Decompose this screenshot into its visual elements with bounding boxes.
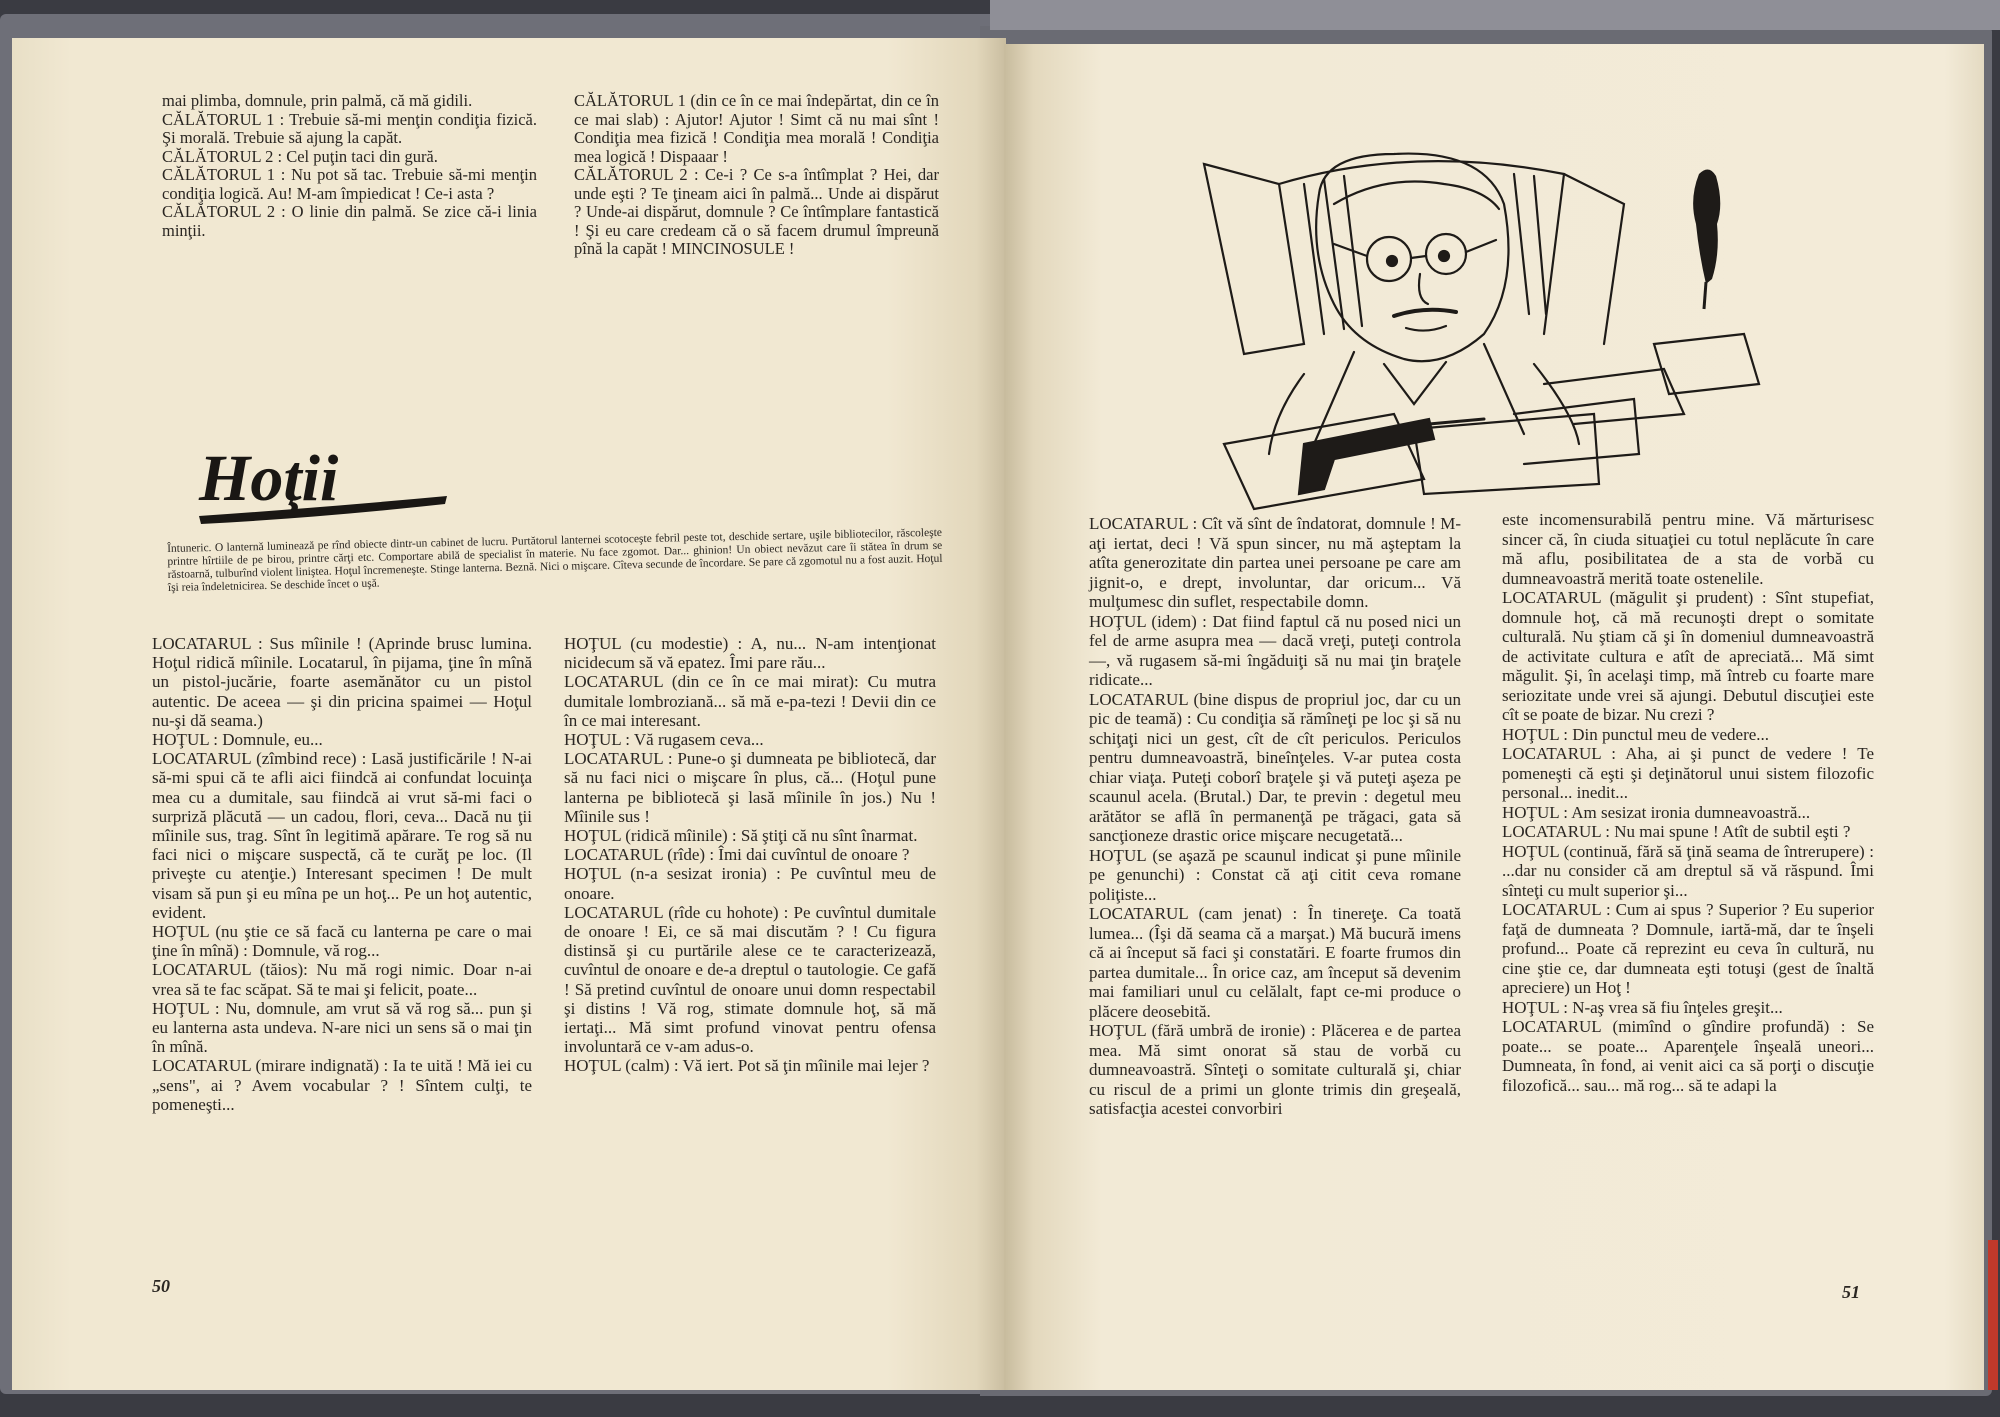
- page-number-right: 51: [1842, 1282, 1860, 1302]
- bookmark-edge: [1988, 1240, 1998, 1390]
- page-number-left: 50: [152, 1276, 170, 1296]
- dialogue-column-right-page-right: este incomensurabilă pentru mine. Vă mărturisesc sincer că, în ciuda situaţiei cu totul neplăcute în care mă aflu, posibilitatea de a sta de vorbă cu dumneavoastră merită toate ostenelile. LOCATARUL (măgulit şi prudent) : Sînt stupefiat, domnule hoţ, că mă recunoşti drept o somitate culturală. Nu ştiam că şi în domeniul dumneavoastră de activitate cultura e atît de apreciată... Mă simt măgulit. Şi, în acelaşi timp, mă întreb cu foarte mare seriozitate unde vrei să ajungi. Debutul discuţiei este cît se poate de bizar. Nu crezi ? HOŢUL : Din punctul meu de vedere... LOCATARUL : Aha, ai şi punct de vedere ! Te pomeneşti că eşti şi deţinătorul unui sistem filozofic personal... inedit... HOŢUL : Am sesizat ironia dumneavoastră... LOCATARUL : Nu mai spune ! Atît de subtil eşti ? HOŢUL (continuă, fără să ţină seama de întrerupere) : ...dar nu consider că am dreptul să vă răspund. Îmi sînteţi cu mult superior şi... LOCATARUL : Cum ai spus ? Superior ? Eu superior faţă de dumneata ? Domnule, iartă-mă, dar te înşeli profund... Poate că reprezint eu ceva în cultură, nu cine ştie ce, dar dumneata eşti totuşi (gest de înaltă apreciere) un Hoţ ! HOŢUL : N-aş vrea să fiu înţeles greşit... LOCATARUL (mimînd o gîndire profundă) : Se poate... se poate... Aparenţele înşeală uneori... Dumneata, în fond, ai venit aici ca să porţi o discuţie filozofică... sau... mă rog... să te adapi la: [1502, 510, 1874, 1095]
- page-left: [12, 38, 1006, 1390]
- chapter-title: [197, 438, 457, 533]
- text-column-top-right: CĂLĂTORUL 1 (din ce în ce mai îndepărtat, din ce în ce mai slab) : Ajutor! Ajutor ! Simt că nu mai sînt ! Condiţia mea fizică ! Condiţia mea morală ! Condiţia mea logică ! Dispaaar ! CĂLĂTORUL 2 : Ce-i ? Ce s-a întîmplat ? Hei, dar unde eşti ? Te ţineam aici în palmă... Unde ai dispărut ? Unde-ai dispărut, domnule ? Ce întîmplare fantastică ! Şi eu care credeam că o să facem drumul împreună pînă la capăt ! MINCINOSULE !: [574, 91, 939, 258]
- stage-direction: Întuneric. O lanternă luminează pe rînd obiecte dintr-un cabinet de lucru. Purtătorul lanternei scotoceşte febril peste tot, deschide sertare, uşile bibliotecilor, răscoleşte printre hîrtiile de pe birou, printre cărţi etc. Comportare abilă de specialist în materie. Nu face zgomot. Dar... ghinion! Un obiect nevăzut care îi stătea în drum se răstoarnă, tulburînd violent liniştea. Hoţul încremeneşte. Stinge lanterna. Beznă. Nici o mişcare. Cîteva secunde de încordare. Se pare că zgomotul nu a fost auzit. Hoţul îşi reia îndeletnicirea. Se deschide încet o uşă.: [167, 526, 943, 594]
- illustration-drawing: [1184, 114, 1774, 524]
- book-top-edge: [990, 0, 2000, 30]
- title-text: Hoţii: [199, 442, 339, 515]
- dialogue-column-left: LOCATARUL : Sus mîinile ! (Aprinde brusc lumina. Hoţul ridică mîinile. Locatarul, în pijama, ţine în mînă un pistol-jucărie, foarte asemănător cu un pistol autentic. De aceea — şi din pricina spaimei — Hoţul nu-şi dă seama.) HOŢUL : Domnule, eu... LOCATARUL (zîmbind rece) : Lasă justificările ! N-ai să-mi spui că te afli aici fiindcă ai confundat locuinţa mea cu a dumitale, sau fiindcă ai vrut să-mi faci o surpriză plăcută — un cadou, flori, ceva... Dacă nu ţii mîinile sus, trag. Sînt în legitimă apărare. Te rog să nu faci nici o mişcare suspectă, că te curăţ pe loc. (Il priveşte cu atenţie.) Interesant specimen ! De mult visam să pun şi eu mîna pe un hoţ... Pe un hoţ autentic, evident. HOŢUL (nu ştie ce să facă cu lanterna pe care o mai ţine în mînă) : Domnule, vă rog... LOCATARUL (tăios): Nu mă rogi nimic. Doar n-ai vrea să te fac scăpat. Să te mai şi felicit, poate... HOŢUL : Nu, domnule, am vrut să vă rog să... pun şi eu lanterna asta undeva. N-are nici un sens să o mai ţin în mînă. LOCATARUL (mirare indignată) : Ia te uită ! Mă iei cu „sens", ai ? Avem vocabular ? ! Sîntem culţi, te pomeneşti...: [152, 634, 532, 1114]
- title-lettering-svg: [197, 438, 457, 533]
- dialogue-column-right: HOŢUL (cu modestie) : A, nu... N-am intenţionat nicidecum să vă epatez. Îmi pare rău... LOCATARUL (din ce în ce mai mirat): Cu mutra dumitale lombroziană... să mă e-pa-tezi ! Devii din ce în ce mai interesant. HOŢUL : Vă rugasem ceva... LOCATARUL : Pune-o şi dumneata pe bibliotecă, dar să nu faci nici o mişcare în plus, că... (Hoţul pune lanterna pe bibliotecă şi lasă mîinile în jos.) Nu ! Mîinile sus ! HOŢUL (ridică mîinile) : Să ştiţi că nu sînt înarmat. LOCATARUL (rîde) : Îmi dai cuvîntul de onoare ? HOŢUL (n-a sesizat ironia) : Pe cuvîntul meu de onoare. LOCATARUL (rîde cu hohote) : Pe cuvîntul dumitale de onoare ! Ei, ce să mai discutăm ? ! Cu figura distinsă şi cu purtările alese ce te caracterizează, cuvîntul de onoare e de-a dreptul o tautologie. Ce gafă ! Să pretind cuvîntul de onoare unui domn respectabil şi distins ! Vă rog, stimate domnule hoţ, să mă iertaţi... Mă simt profund vinovat pentru ofensa involuntară ce v-am adus-o. HOŢUL (calm) : Vă iert. Pot să ţin mîinile mai lejer ?: [564, 634, 936, 1076]
- figure-silhouette: [1693, 169, 1720, 284]
- text-column-top-left: mai plimba, domnule, prin palmă, că mă gidili. CĂLĂTORUL 1 : Trebuie să-mi menţin condiţia fizică. Şi morală. Trebuie să ajung la capăt. CĂLĂTORUL 2 : Cel puţin taci din gură. CĂLĂTORUL 1 : Nu pot să tac. Trebuie să-mi menţin condiţia logică. Au! M-am împiedicat ! Ce-i asta ? CĂLĂTORUL 2 : O linie din palmă. Se zice că-i linia minţii.: [162, 91, 537, 240]
- illustration-thief-portrait: [1184, 114, 1774, 524]
- page-right: [1004, 44, 1984, 1390]
- dialogue-column-right-page-left: LOCATARUL : Cît vă sînt de îndatorat, domnule ! M-aţi iertat, deci ! Vă spun sincer, nu mă aşteptam la atîta generozitate din partea unei persoane pe care am jignit-o, e drept, involuntar, dar oricum... Vă mulţumesc din suflet, respectabile domn. HOŢUL (idem) : Dat fiind faptul că nu posed nici un fel de arme asupra mea — dacă vreţi, puteţi controla —, vă rugasem să-mi îngăduiţi să nu mai ţin braţele ridicate... LOCATARUL (bine dispus de propriul joc, dar cu un pic de teamă) : Cu condiţia să rămîneţi pe loc şi să nu schiţaţi nici un gest, cît de cît periculos. Periculos pentru dumneavoastră, bineînţeles. V-ar putea costa chiar viaţa. Puteţi coborî braţele şi vă puteţi aşeza pe scaunul acela. (Brutal.) Dar, te previn : degetul meu arătător se află în permanenţă pe trăgaci, gata să sancţioneze drastic orice mişcare necugetată... HOŢUL (se aşază pe scaunul indicat şi pune mîinile pe genunchi) : Constat că aţi citit ceva romane poliţiste... LOCATARUL (cam jenat) : În tinereţe. Ca toată lumea... (Îşi dă seama că a marşat.) Mă bucură imens că ai început să faci şi constatări. E foarte frumos din partea dumitale... În orice caz, am început să devenim mai familiari unul cu celălalt, fapt ce-mi produce o plăcere deosebită. HOŢUL (fără umbră de ironie) : Plăcerea e de partea mea. Mă simt onorat să stau de vorbă cu dumneavoastră. Sînteţi o somitate culturală şi, chiar cu riscul de a primi un glonte trimis din greşeală, satisfacţia acestei convorbiri: [1089, 514, 1461, 1118]
